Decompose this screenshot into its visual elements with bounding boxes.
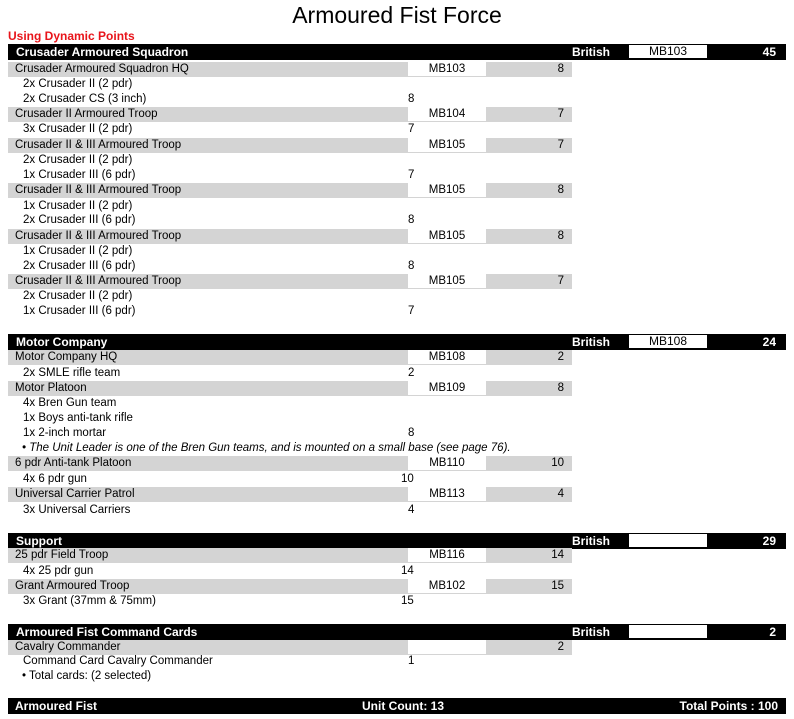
unit-row[interactable]: [8, 138, 572, 153]
unit-points: 10: [551, 457, 564, 469]
section-code: MB108: [629, 335, 707, 348]
unit-points: 14: [551, 549, 564, 561]
unit-name: Motor Platoon: [15, 382, 87, 394]
section-header-support[interactable]: [8, 533, 786, 549]
unit-name: Crusader II & III Armoured Troop: [15, 230, 182, 242]
section-title: Support: [16, 534, 62, 548]
unit-code: MB105: [408, 274, 486, 288]
unit-points: 15: [551, 580, 564, 592]
unit-row[interactable]: [8, 62, 572, 77]
unit-line: 4x 6 pdr gun: [23, 473, 87, 485]
unit-subtotal: 7: [408, 305, 415, 317]
unit-points: 8: [557, 382, 564, 394]
unit-name: Crusader Armoured Squadron HQ: [15, 63, 189, 75]
unit-row[interactable]: [8, 381, 572, 396]
unit-subtotal: 7: [408, 169, 415, 181]
section-header-motor-company[interactable]: [8, 334, 786, 350]
unit-code: MB102: [408, 579, 486, 593]
unit-line: 4x 25 pdr gun: [23, 565, 94, 577]
unit-points: 7: [557, 139, 564, 151]
section-points: 29: [762, 534, 776, 548]
unit-points: 2: [557, 351, 564, 363]
section-points: 45: [762, 45, 776, 59]
footer-total-points: Total Points : 100: [679, 699, 778, 713]
unit-line: 1x Crusader III (6 pdr): [23, 169, 136, 181]
section-nation: British: [572, 335, 611, 349]
unit-subtotal: 8: [408, 427, 415, 439]
unit-line: 2x Crusader II (2 pdr): [23, 78, 133, 90]
unit-row[interactable]: [8, 350, 572, 365]
unit-line: 1x Crusader II (2 pdr): [23, 200, 133, 212]
section-code: [629, 534, 707, 547]
unit-name: 6 pdr Anti-tank Platoon: [15, 457, 132, 469]
section-title: Armoured Fist Command Cards: [16, 625, 198, 639]
unit-line: 1x 2-inch mortar: [23, 427, 107, 439]
unit-subtotal: 10: [401, 473, 414, 485]
unit-line: 3x Grant (37mm & 75mm): [23, 595, 156, 607]
unit-row[interactable]: [8, 183, 572, 198]
unit-row[interactable]: [8, 107, 572, 122]
unit-code: MB104: [408, 107, 486, 121]
unit-subtotal: 15: [401, 595, 414, 607]
section-points: 24: [762, 335, 776, 349]
unit-points: 8: [557, 184, 564, 196]
unit-code: [408, 640, 486, 654]
unit-row[interactable]: [8, 579, 572, 594]
unit-subtotal: 8: [408, 93, 415, 105]
unit-line: 3x Universal Carriers: [23, 504, 131, 516]
unit-name: Universal Carrier Patrol: [15, 488, 135, 500]
unit-name: Crusader II Armoured Troop: [15, 108, 158, 120]
unit-line: 1x Crusader II (2 pdr): [23, 245, 133, 257]
unit-line: 2x Crusader CS (3 inch): [23, 93, 147, 105]
section-title: Motor Company: [16, 335, 108, 349]
unit-points: 4: [557, 488, 564, 500]
unit-code: MB110: [408, 456, 486, 470]
section-header-crusader-squadron[interactable]: [8, 44, 786, 60]
unit-name: Cavalry Commander: [15, 641, 121, 653]
unit-line: 3x Crusader II (2 pdr): [23, 123, 133, 135]
unit-name: Crusader II & III Armoured Troop: [15, 275, 182, 287]
unit-name: Grant Armoured Troop: [15, 580, 130, 592]
unit-points: 2: [557, 641, 564, 653]
unit-code: MB105: [408, 183, 486, 197]
unit-line: Command Card Cavalry Commander: [23, 655, 213, 667]
unit-line: 2x Crusader II (2 pdr): [23, 154, 133, 166]
unit-code: MB113: [408, 487, 486, 501]
unit-name: Crusader II & III Armoured Troop: [15, 139, 182, 151]
section-code: MB103: [629, 45, 707, 58]
unit-row[interactable]: [8, 487, 572, 502]
unit-code: MB109: [408, 381, 486, 395]
unit-subtotal: 4: [408, 504, 415, 516]
section-points: 2: [769, 625, 776, 639]
unit-points: 7: [557, 275, 564, 287]
unit-points: 8: [557, 63, 564, 75]
unit-line: 1x Boys anti-tank rifle: [23, 412, 133, 424]
unit-points: 7: [557, 108, 564, 120]
unit-subtotal: 8: [408, 214, 415, 226]
footer-bar: [8, 698, 786, 714]
unit-subtotal: 14: [401, 565, 414, 577]
unit-line: 4x Bren Gun team: [23, 397, 117, 409]
unit-points: 8: [557, 230, 564, 242]
unit-line: 2x Crusader III (6 pdr): [23, 214, 136, 226]
unit-line: 2x SMLE rifle team: [23, 367, 121, 379]
unit-row[interactable]: [8, 229, 572, 244]
unit-note: • Total cards: (2 selected): [22, 670, 152, 682]
unit-line: 1x Crusader III (6 pdr): [23, 305, 136, 317]
unit-name: 25 pdr Field Troop: [15, 549, 109, 561]
section-code: [629, 625, 707, 638]
unit-name: Crusader II & III Armoured Troop: [15, 184, 182, 196]
unit-row[interactable]: [8, 456, 572, 471]
section-nation: British: [572, 625, 611, 639]
unit-code: MB103: [408, 62, 486, 76]
section-nation: British: [572, 45, 611, 59]
unit-subtotal: 1: [408, 655, 415, 667]
unit-code: MB105: [408, 138, 486, 152]
unit-line: 2x Crusader III (6 pdr): [23, 260, 136, 272]
unit-code: MB116: [408, 548, 486, 562]
unit-code: MB105: [408, 229, 486, 243]
unit-row[interactable]: [8, 548, 572, 563]
footer-unit-count: Unit Count: 13: [362, 699, 444, 713]
section-nation: British: [572, 534, 611, 548]
section-header-command-cards[interactable]: [8, 624, 786, 640]
page-title: Armoured Fist Force: [292, 2, 502, 28]
unit-row[interactable]: [8, 640, 572, 655]
section-title: Crusader Armoured Squadron: [16, 45, 189, 59]
unit-name: Motor Company HQ: [15, 351, 118, 363]
unit-subtotal: 7: [408, 123, 415, 135]
unit-code: MB108: [408, 350, 486, 364]
unit-subtotal: 2: [408, 367, 415, 379]
unit-row[interactable]: [8, 274, 572, 289]
footer-force-name: Armoured Fist: [15, 699, 98, 713]
unit-subtotal: 8: [408, 260, 415, 272]
unit-note: • The Unit Leader is one of the Bren Gun teams, and is mounted on a small base (see page 76).: [22, 442, 511, 454]
unit-line: 2x Crusader II (2 pdr): [23, 290, 133, 302]
dynamic-points-label: Using Dynamic Points: [8, 29, 135, 43]
